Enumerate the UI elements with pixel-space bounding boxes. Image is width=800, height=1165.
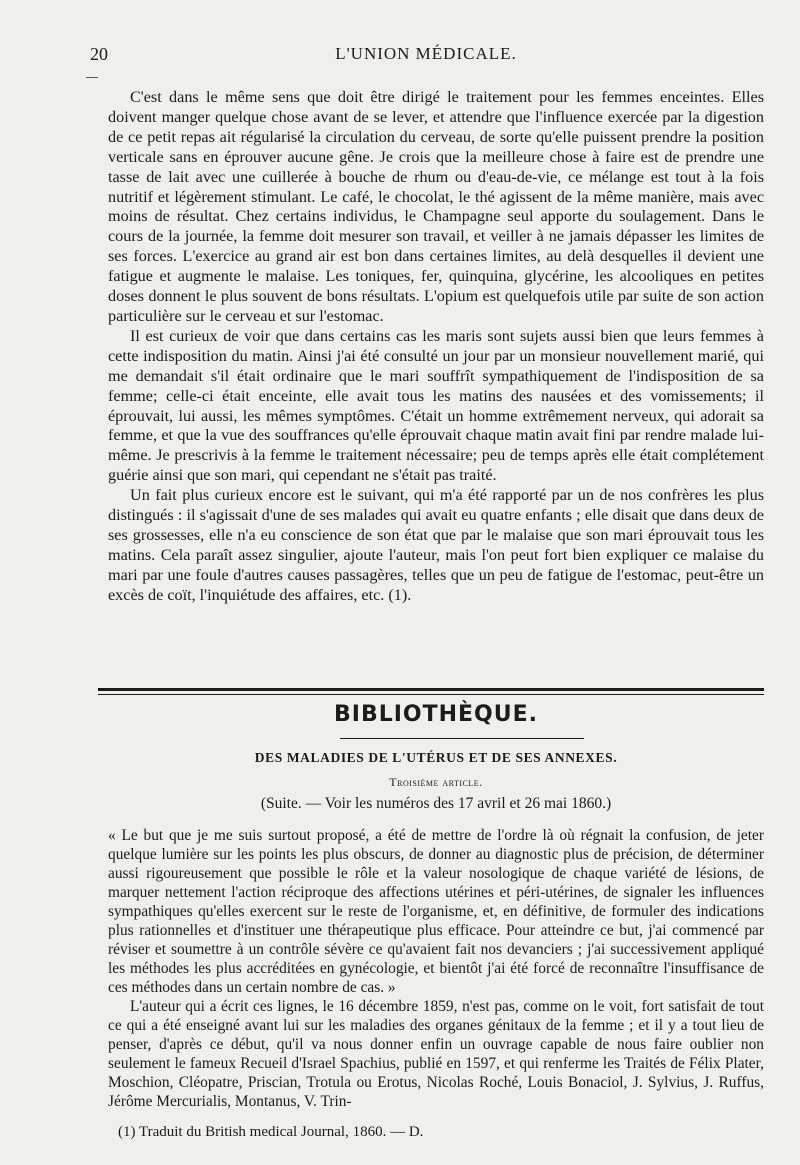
journal-title: L'UNION MÉDICALE. xyxy=(335,44,517,63)
quote-paragraph: « Le but que je me suis surtout proposé, a été de mettre de l'ordre là où régnait la confusion, de jeter quelque lumière sur les points les plus obscurs, de donner au diagnostic plus de précision, de déterminer aussi rigoureusement que possible le rôle et la valeur nosologique de chaque variété de lésions, de marquer nettement l'action réciproque des affections utérines et péri-utérines, de signaler les influences sympathiques qu'elles exercent sur le reste de l'organisme, et, en définitive, de formuler des indications plus rationnelles et d'instituer une thérapeutique plus efficace. Pour atteindre ce but, j'ai commencé par réviser et soumettre à un contrôle sévère ce qu'avaient fait nos devanciers ; j'ai successivement appliqué les méthodes les plus accréditées en gynécologie, et bientôt j'ai été forcé de reconnaître l'insuffisance de ces méthodes dans un certain nombre de cas. » xyxy=(108,827,764,996)
article-title: DES MALADIES DE L'UTÉRUS ET DE SES ANNEXES. xyxy=(254,750,618,765)
review-text xyxy=(108,826,764,1111)
review-paragraph: L'auteur qui a écrit ces lignes, le 16 décembre 1859, n'est pas, comme on le voit, fort satisfait de tout ce qui a été enseigné avant lui sur les maladies des organes génitaux de la femme ; et il y a tout lieu de penser, d'après ce début, qu'il va nous donner enfin un ouvrage capable de nous faire oublier non seulement le fameux Recueil d'Israel Spachius, publié en 1597, et qui renferme les Traités de Félix Plater, Moschion, Cléopatre, Priscian, Trotula ou Erotus, Nicolas Roché, Louis Bonaciol, J. Sylvius, J. Ruffus, Jérôme Mercurialis, Montanus, V. Trin- xyxy=(108,998,764,1110)
paragraph-treatment: C'est dans le même sens que doit être dirigé le traitement pour les femmes enceintes. Elles doivent manger quelque chose avant de se lever, et attendre que l'influence exercée par la digestion de ce petit repas ait régularisé la circulation du cerveau, de sorte qu'elle puissent prendre la position verticale sans en éprouver aucune gêne. Je crois que la meilleure chose à faire est de prendre une tasse de lait avec une cuillerée à bouche de rhum ou d'eau-de-vie, ce mélange est tout à la fois nutritif et légèrement stimulant. Le café, le chocolat, le thé agissent de la même manière, mais avec moins de résultat. Chez certains individus, le Champagne seul apporte du soulagement. Dans le cours de la journée, la femme doit mesurer son travail, et veiller à ne jamais dépasser les limites de ses forces. L'exercice au grand air est bon dans certaines limites, au delà desquelles il devient une fatigue et augmente le malaise. Les toniques, fer, quinquina, glycérine, les alcooliques en petites doses donnent le plus souvent de bons résultats. L'opium est quelquefois utile par suite de son action particulière sur le cerveau et sur l'estomac. xyxy=(108,88,764,325)
title-underline xyxy=(340,738,584,739)
section-title: BIBLIOTHÈQUE. xyxy=(333,702,539,727)
page-number: 20 xyxy=(90,44,108,64)
paragraph-curious-fact: Un fait plus curieux encore est le suivant, qui m'a été rapporté par un de nos confrères les plus distingués : il s'agissait d'une de ses malades qui avait eu quatre enfants ; elle disait que dans deux de ses grossesses, elle n'a eu conscience de son état que par le malaise que son mari éprouvait tous les matins. Cela paraît assez singulier, ajoute l'auteur, mais l'on peut fort bien expliquer ce malaise du mari par une foule d'autres causes passagères, telles que un peu de fatigue de l'estomac, peut-être un excès de coït, l'inquiétude des affaires, etc. (1). xyxy=(108,486,764,604)
main-text xyxy=(108,88,764,606)
paragraph-husbands: Il est curieux de voir que dans certains cas les maris sont sujets aussi bien que leurs femmes à cette indisposition du matin. Ainsi j'ai été consulté un jour par un monsieur nouvellement marié, qui me demandait s'il était ordinaire que le mari souffrît sympathiquement de l'indisposition de sa femme; celle-ci était enceinte, elle avait tous les matins des nausées et des vomissements; il éprouvait, lui aussi, les mêmes symptômes. C'était un homme extrêmement nerveux, qui adorait sa femme, et que la vue des souffrances qu'elle éprouvait chaque matin avait fini par rendre malade lui-même. Je prescrivis à la femme le traitement nécessaire; peu de temps après elle était complétement guérie ainsi que son mari, qui cependant ne s'était pas traité. xyxy=(108,326,764,485)
article-subtitle: Troisième article. xyxy=(389,775,483,789)
article-suite-note: (Suite. — Voir les numéros des 17 avril et 26 mai 1860.) xyxy=(260,795,612,812)
section-divider xyxy=(98,688,764,695)
footnote: (1) Traduit du British medical Journal, 1860. — D. xyxy=(118,1124,424,1140)
header-mark xyxy=(86,77,98,78)
page-header xyxy=(86,44,766,70)
